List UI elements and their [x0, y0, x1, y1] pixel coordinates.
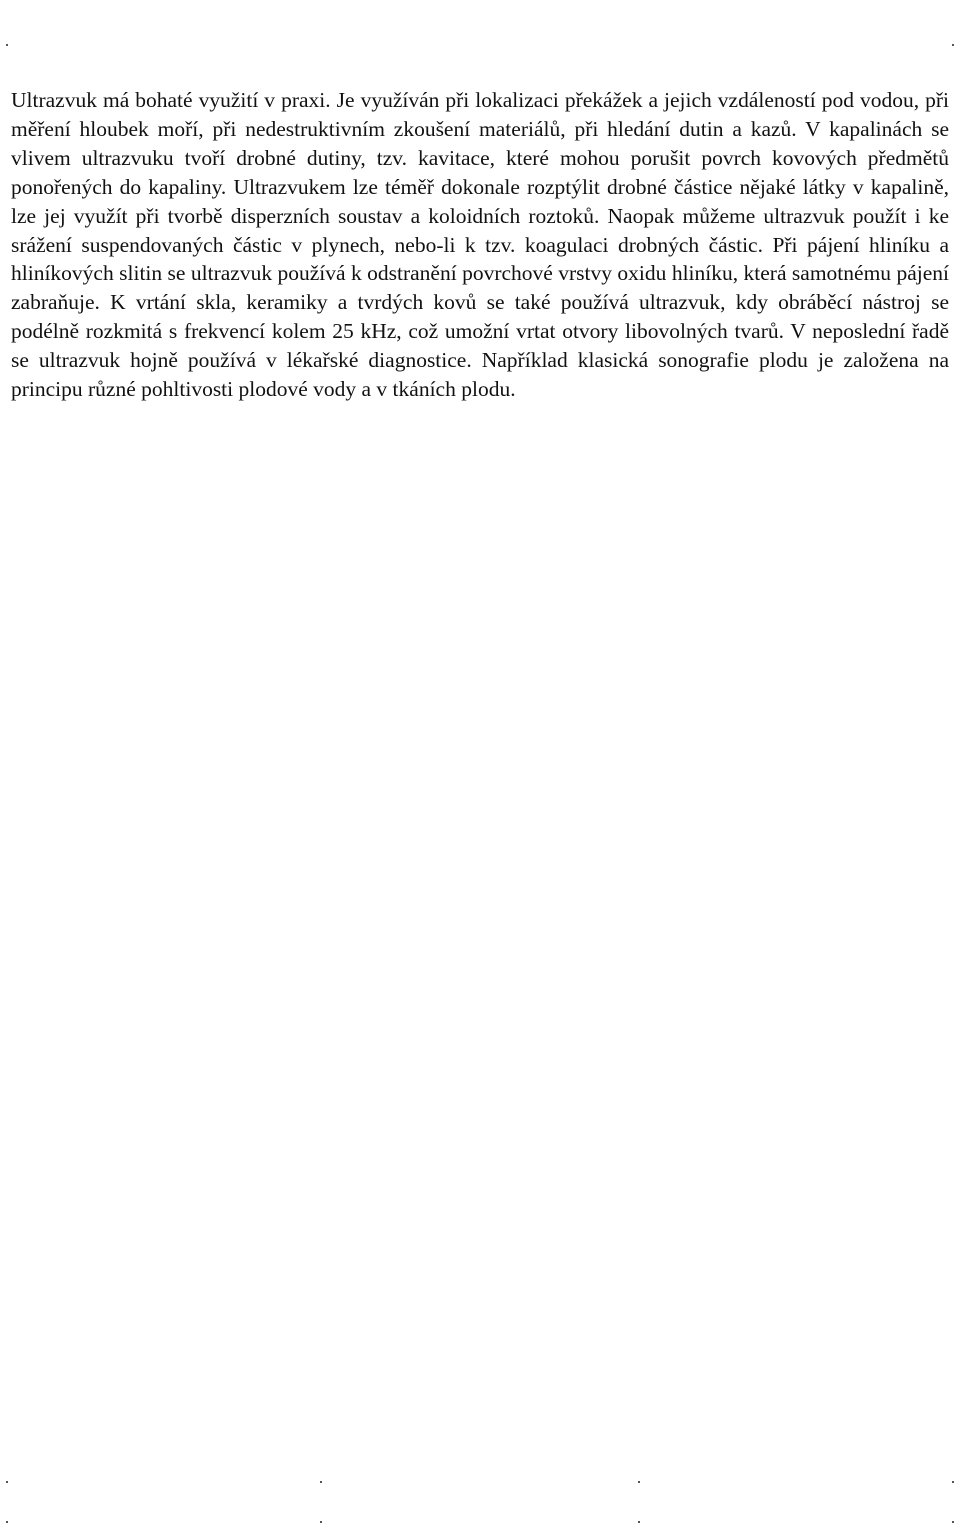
scan-dot — [638, 1521, 640, 1523]
scan-dot — [320, 1481, 322, 1483]
scan-dot — [952, 44, 954, 46]
scan-dot — [6, 1481, 8, 1483]
scan-dot — [638, 1481, 640, 1483]
scan-dot — [6, 1521, 8, 1523]
body-paragraph: Ultrazvuk má bohaté využití v praxi. Je využíván při lokalizaci překážek a jejich vzdáleností pod vodou, při měření hloubek moří, při nedestruktivním zkoušení materiálů, při hledání dutin a kazů. V kapalinách se vlivem ultrazvuku tvoří drobné dutiny, tzv. kavitace, které mohou porušit povrch kovových předmětů ponořených do kapaliny. Ultrazvukem lze téměř dokonale rozptýlit drobné částice nějaké látky v kapalině, lze jej využít při tvorbě disperzních soustav a koloidních roztoků. Naopak můžeme ultrazvuk použít i ke srážení suspendovaných částic v plynech, nebo-li k tzv. koagulaci drobných částic. Při pájení hliníku a hliníkových slitin se ultrazvuk používá k odstranění povrchové vrstvy oxidu hliníku, která samotnému pájení zabraňuje. K vrtání skla, keramiky a tvrdých kovů se také používá ultrazvuk, kdy obráběcí nástroj se podélně rozkmitá s frekvencí kolem 25 kHz, což umožní vrtat otvory libovolných tvarů. V neposlední řadě se ultrazvuk hojně používá v lékařské diagnostice. Například klasická sonografie plodu je založena na principu různé pohltivosti plodové vody a v tkáních plodu. — [11, 88, 949, 402]
scan-dot — [320, 1521, 322, 1523]
scan-dot — [952, 1521, 954, 1523]
scan-dot — [6, 44, 8, 46]
scan-dot — [952, 1481, 954, 1483]
